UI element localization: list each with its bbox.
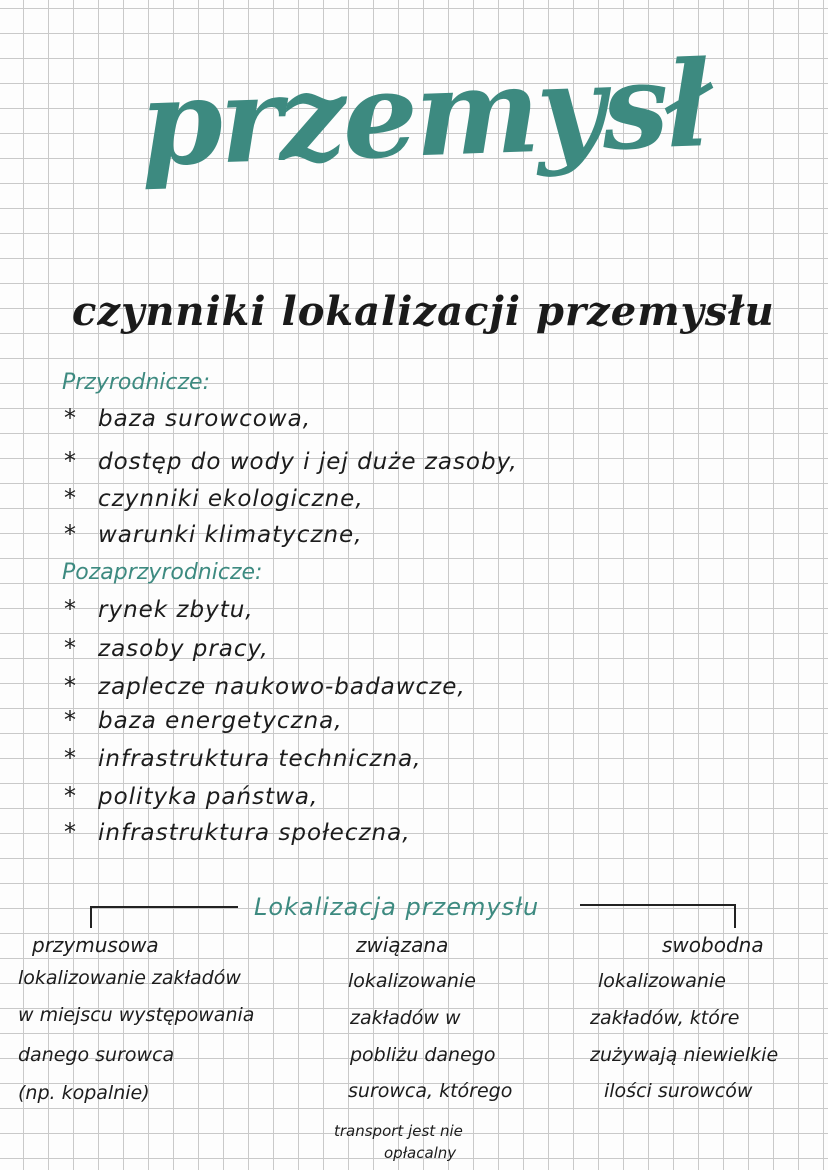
column-line: zakładów, które bbox=[590, 1007, 740, 1029]
list-item bbox=[64, 706, 343, 734]
list-item-text: zasoby pracy, bbox=[98, 636, 269, 662]
nonnatural-heading: Pozaprzyrodnicze: bbox=[62, 560, 263, 585]
list-item bbox=[64, 672, 466, 700]
list-item bbox=[64, 520, 363, 548]
column-line: (np. kopalnie) bbox=[18, 1082, 150, 1104]
column-line: lokalizowanie bbox=[598, 970, 726, 992]
diagram-line-right-drop bbox=[734, 904, 736, 928]
bullet-star: * bbox=[64, 706, 77, 734]
list-item-text: warunki klimatyczne, bbox=[98, 522, 363, 548]
list-item-text: baza surowcowa, bbox=[98, 406, 312, 432]
list-item bbox=[64, 782, 318, 810]
column-line: ilości surowców bbox=[604, 1080, 753, 1102]
column-line: zakładów w bbox=[350, 1007, 461, 1029]
diagram-title: Lokalizacja przemysłu bbox=[254, 893, 540, 921]
list-item-text: baza energetyczna, bbox=[98, 708, 343, 734]
column-line: w miejscu występowania bbox=[18, 1004, 255, 1026]
list-item bbox=[64, 447, 518, 475]
list-item bbox=[64, 404, 311, 432]
bullet-star: * bbox=[64, 595, 77, 623]
bullet-star: * bbox=[64, 484, 77, 512]
bullet-star: * bbox=[64, 634, 77, 662]
natural-heading: Przyrodnicze: bbox=[62, 370, 210, 395]
diagram-line-left bbox=[90, 906, 238, 908]
list-item bbox=[64, 634, 269, 662]
page-title: przemysł bbox=[137, 34, 711, 193]
list-item-text: rynek zbytu, bbox=[98, 597, 254, 623]
diagram-line-right bbox=[580, 904, 736, 906]
list-item bbox=[64, 595, 254, 623]
list-item-text: polityka państwa, bbox=[98, 784, 319, 810]
list-item-text: czynniki ekologiczne, bbox=[98, 486, 364, 512]
list-item bbox=[64, 818, 411, 846]
column-heading-swobodna: swobodna bbox=[662, 933, 764, 957]
column-note: transport jest nie bbox=[334, 1122, 463, 1140]
diagram-line-left-drop bbox=[90, 906, 92, 928]
column-line: danego surowca bbox=[18, 1044, 175, 1066]
column-line: surowca, którego bbox=[348, 1080, 513, 1102]
list-item-text: dostęp do wody i jej duże zasoby, bbox=[98, 449, 518, 475]
column-heading-przymusowa: przymusowa bbox=[32, 933, 159, 957]
list-item bbox=[64, 744, 421, 772]
bullet-star: * bbox=[64, 782, 77, 810]
section-subtitle: czynniki lokalizacji przemysłu bbox=[72, 288, 775, 335]
bullet-star: * bbox=[64, 520, 77, 548]
bullet-star: * bbox=[64, 447, 77, 475]
bullet-star: * bbox=[64, 744, 77, 772]
column-line: zużywają niewielkie bbox=[590, 1044, 779, 1066]
column-line: lokalizowanie zakładów bbox=[18, 967, 241, 989]
list-item-text: infrastruktura techniczna, bbox=[98, 746, 422, 772]
column-heading-zwiazana: związana bbox=[356, 933, 449, 957]
bullet-star: * bbox=[64, 818, 77, 846]
bullet-star: * bbox=[64, 672, 77, 700]
column-note: opłacalny bbox=[384, 1144, 457, 1162]
bullet-star: * bbox=[64, 404, 77, 432]
list-item-text: zaplecze naukowo-badawcze, bbox=[98, 674, 466, 700]
column-line: pobliżu danego bbox=[350, 1044, 496, 1066]
list-item-text: infrastruktura społeczna, bbox=[98, 820, 411, 846]
list-item bbox=[64, 484, 364, 512]
column-line: lokalizowanie bbox=[348, 970, 476, 992]
